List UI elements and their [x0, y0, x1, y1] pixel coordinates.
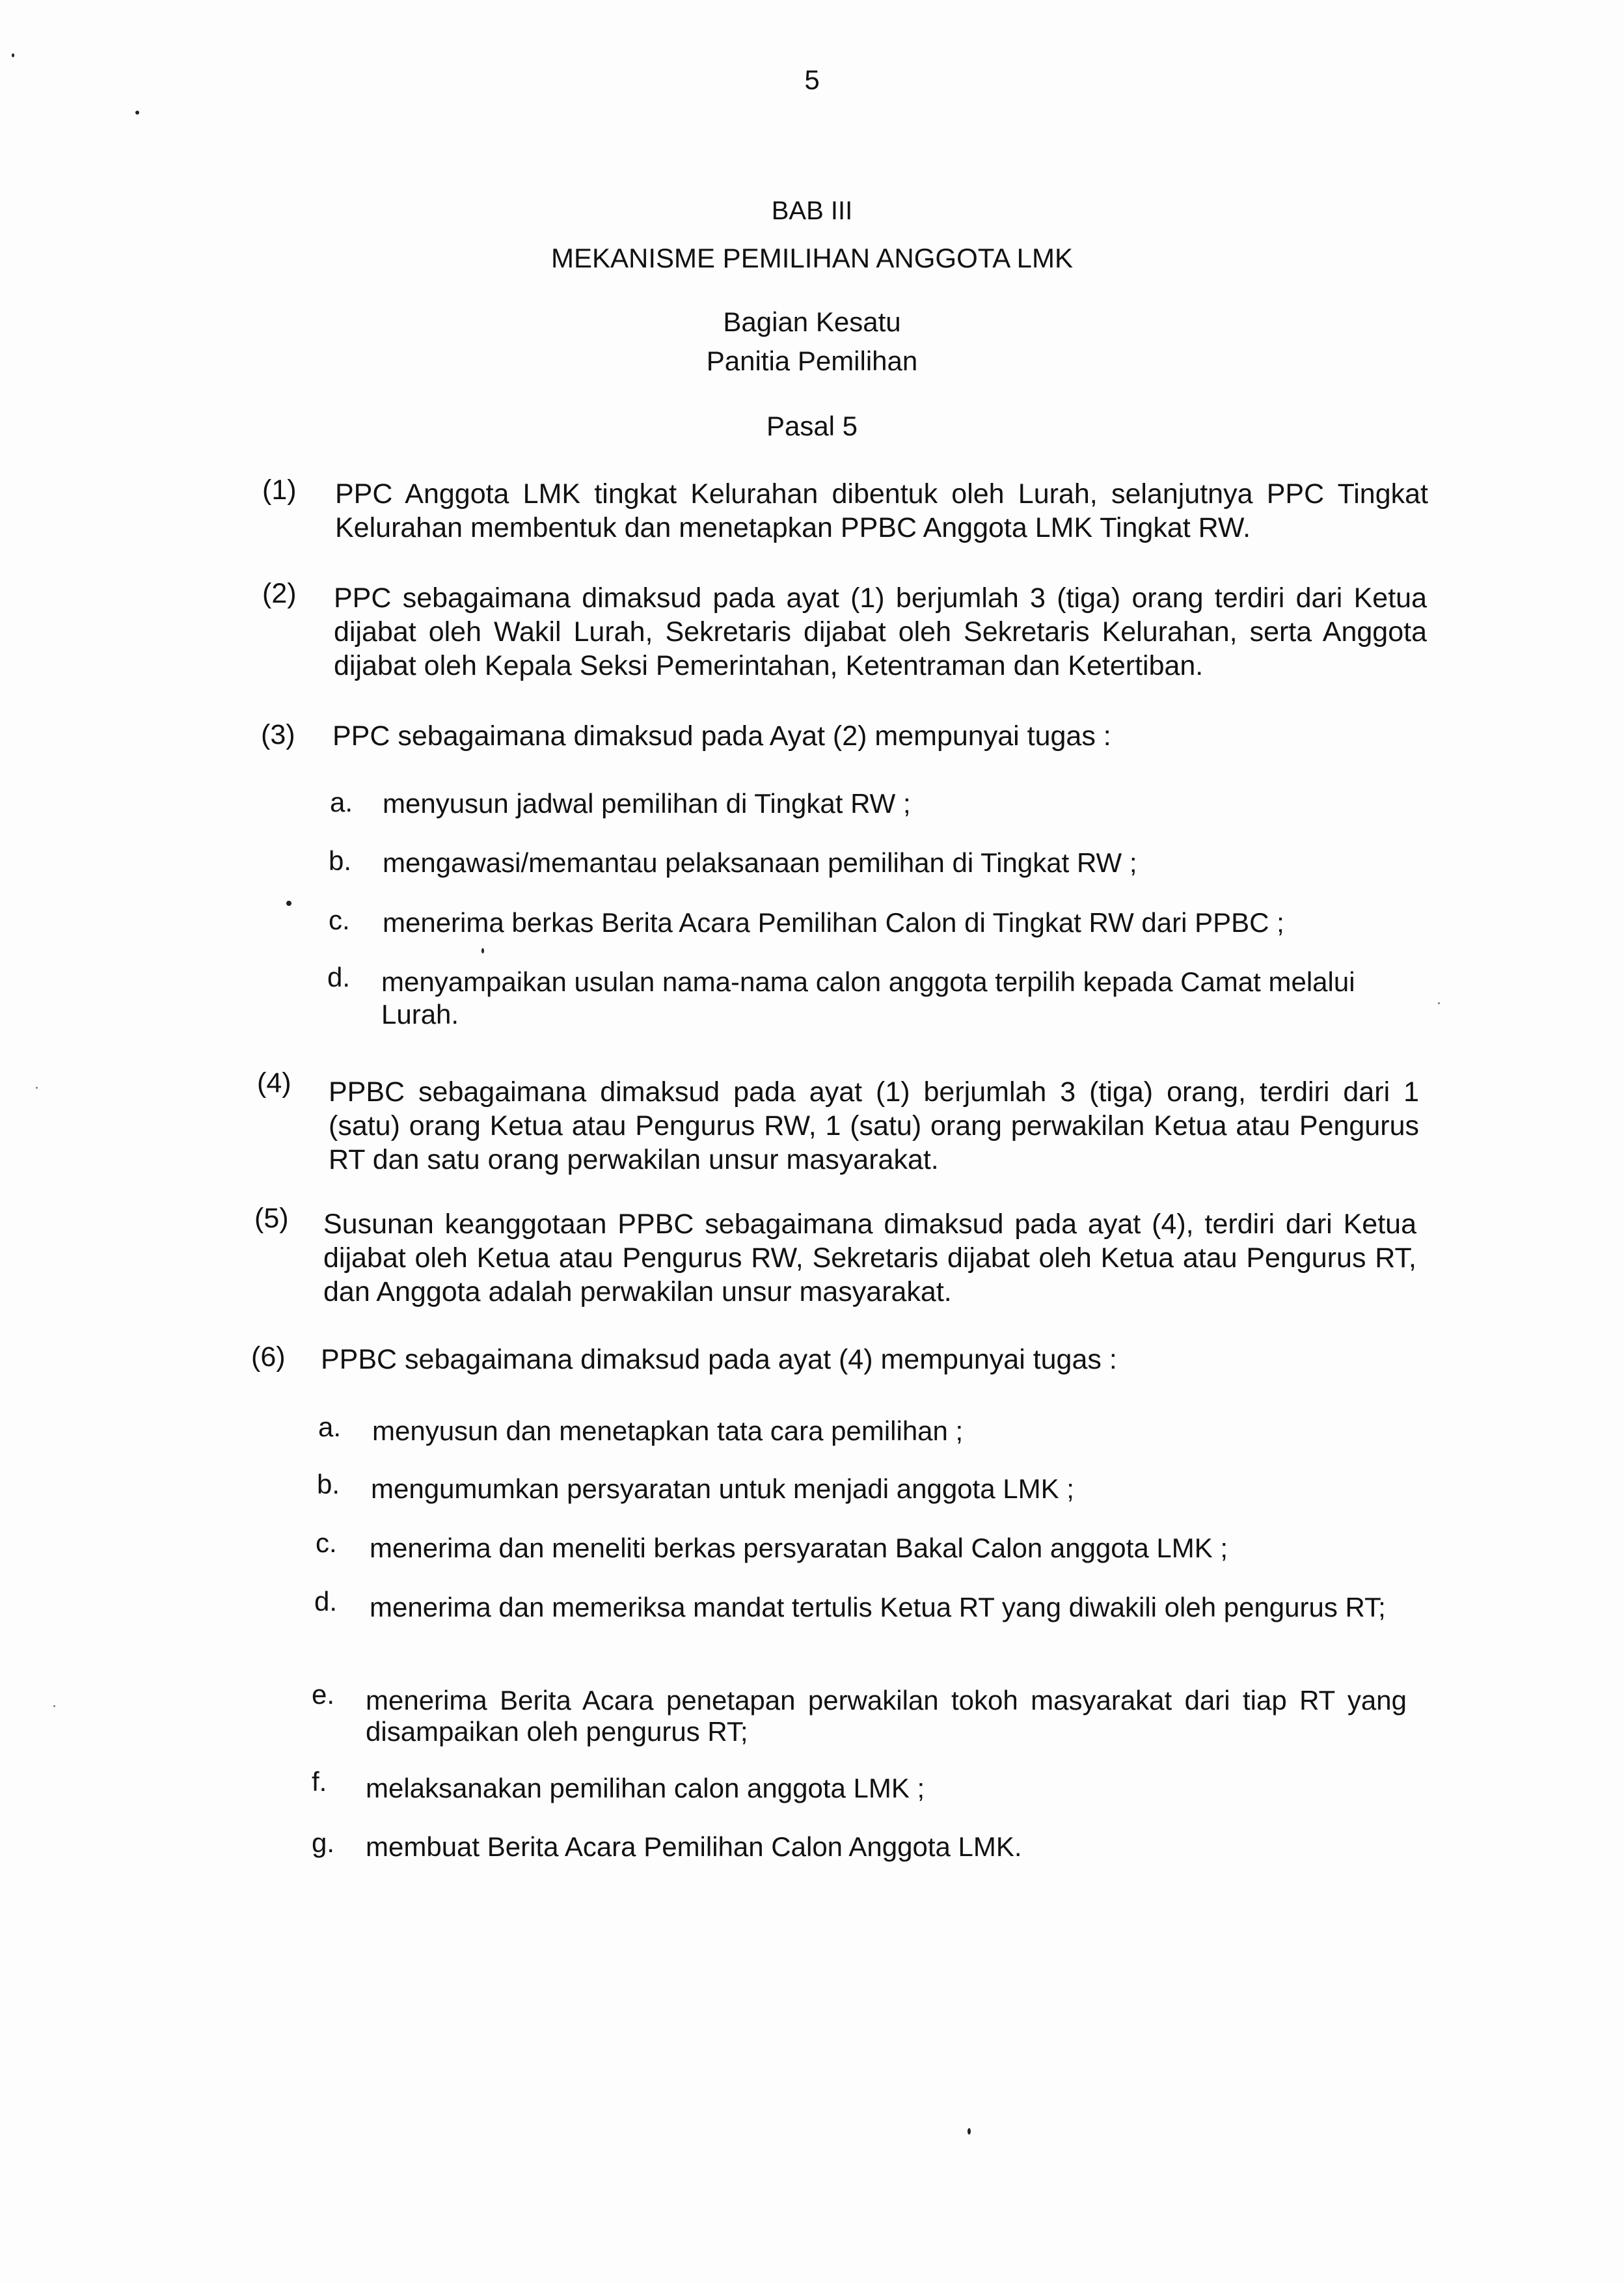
paragraph-3-item-c-letter: c.	[329, 905, 350, 935]
paragraph-6-item-g-text: membuat Berita Acara Pemilihan Calon Anggota LMK.	[366, 1831, 1022, 1862]
paragraph-6-item-g-letter: g.	[312, 1827, 335, 1858]
paragraph-6-item-d-text: menerima dan memeriksa mandat tertulis Ketua RT yang diwakili oleh pengurus RT;	[370, 1592, 1386, 1622]
chapter-title: MEKANISME PEMILIHAN ANGGOTA LMK	[550, 243, 1074, 273]
paragraph-6-item-e-letter: e.	[312, 1679, 335, 1710]
chapter-heading: BAB III	[771, 197, 853, 225]
paragraph-3-item-c-text: menerima berkas Berita Acara Pemilihan Calon di Tingkat RW dari PPBC ;	[383, 907, 1284, 938]
paragraph-3-item-b-letter: b.	[329, 845, 352, 876]
scan-speck	[286, 901, 291, 906]
page-number: 5	[804, 64, 820, 95]
paragraph-5-text: Susunan keanggotaan PPBC sebagaimana dimaksud pada ayat (4), terdiri dari Ketua dijabat oleh Ketua atau Pengurus RW, Sekretaris dijabat oleh Ketua atau Pengurus RT, dan Anggota adalah perwakilan unsur masyarakat.	[323, 1209, 1416, 1307]
paragraph-6-item-b-letter: b.	[317, 1469, 340, 1499]
paragraph-2-text: PPC sebagaimana dimaksud pada ayat (1) berjumlah 3 (tiga) orang terdiri dari Ketua dijabat oleh Wakil Lurah, Sekretaris dijabat oleh Sekretaris Kelurahan, serta Anggota dijabat oleh Kepala Seksi Pemerintahan, Ketentraman dan Ketertiban.	[334, 582, 1427, 681]
paragraph-6-item-d-letter: d.	[314, 1586, 338, 1617]
scan-speck	[53, 1705, 55, 1707]
paragraph-6-item-b-text: mengumumkan persyaratan untuk menjadi anggota LMK ;	[371, 1473, 1074, 1504]
paragraph-5-number: (5)	[254, 1203, 289, 1234]
paragraph-6-item-e-text: menerima Berita Acara penetapan perwakilan tokoh masyarakat dari tiap RT yang disampaikan oleh pengurus RT;	[366, 1685, 1407, 1747]
scan-speck	[135, 111, 139, 115]
paragraph-6-item-a-letter: a.	[318, 1412, 342, 1442]
scan-speck	[36, 1087, 38, 1089]
scan-speck	[1438, 1002, 1440, 1004]
scan-speck	[12, 53, 14, 57]
paragraph-6-item-c-text: menerima dan meneliti berkas persyaratan Bakal Calon anggota LMK ;	[370, 1533, 1228, 1563]
paragraph-3-text: PPC sebagaimana dimaksud pada Ayat (2) mempunyai tugas :	[332, 720, 1111, 752]
section-title: Panitia Pemilihan	[706, 346, 918, 376]
paragraph-6-text: PPBC sebagaimana dimaksud pada ayat (4) mempunyai tugas :	[321, 1344, 1117, 1375]
paragraph-6-item-a-text: menyusun dan menetapkan tata cara pemilihan ;	[372, 1415, 964, 1446]
section-heading: Bagian Kesatu	[723, 307, 901, 337]
paragraph-3-number: (3)	[261, 719, 295, 750]
paragraph-2-number: (2)	[262, 578, 297, 609]
paragraph-1-number: (1)	[262, 474, 297, 506]
paragraph-3-item-a-letter: a.	[330, 787, 353, 817]
paragraph-3-item-b-text: mengawasi/memantau pelaksanaan pemilihan di Tingkat RW ;	[383, 847, 1137, 878]
paragraph-4-text: PPBC sebagaimana dimaksud pada ayat (1) berjumlah 3 (tiga) orang, terdiri dari 1 (satu) orang Ketua atau Pengurus RW, 1 (satu) orang perwakilan Ketua atau Pengurus RT dan satu orang perwakilan unsur masyarakat.	[329, 1076, 1419, 1175]
scan-speck	[968, 2128, 971, 2135]
article-heading: Pasal 5	[766, 411, 858, 441]
paragraph-3-item-a-text: menyusun jadwal pemilihan di Tingkat RW ;	[383, 788, 911, 819]
paragraph-6-item-c-letter: c.	[316, 1527, 337, 1558]
scan-speck	[481, 948, 484, 953]
paragraph-6-item-f-text: melaksanakan pemilihan calon anggota LMK ;	[366, 1773, 925, 1803]
paragraph-3-item-d-letter: d.	[327, 962, 351, 992]
paragraph-6-item-f-letter: f.	[312, 1766, 327, 1797]
paragraph-1-text: PPC Anggota LMK tingkat Kelurahan dibentuk oleh Lurah, selanjutnya PPC Tingkat Kelurahan membentuk dan menetapkan PPBC Anggota LMK Tingkat RW.	[335, 478, 1428, 543]
paragraph-6-number: (6)	[251, 1341, 286, 1373]
paragraph-3-item-d-text: menyampaikan usulan nama-nama calon anggota terpilih kepada Camat melalui Lurah.	[381, 966, 1355, 1030]
paragraph-4-number: (4)	[257, 1067, 291, 1099]
